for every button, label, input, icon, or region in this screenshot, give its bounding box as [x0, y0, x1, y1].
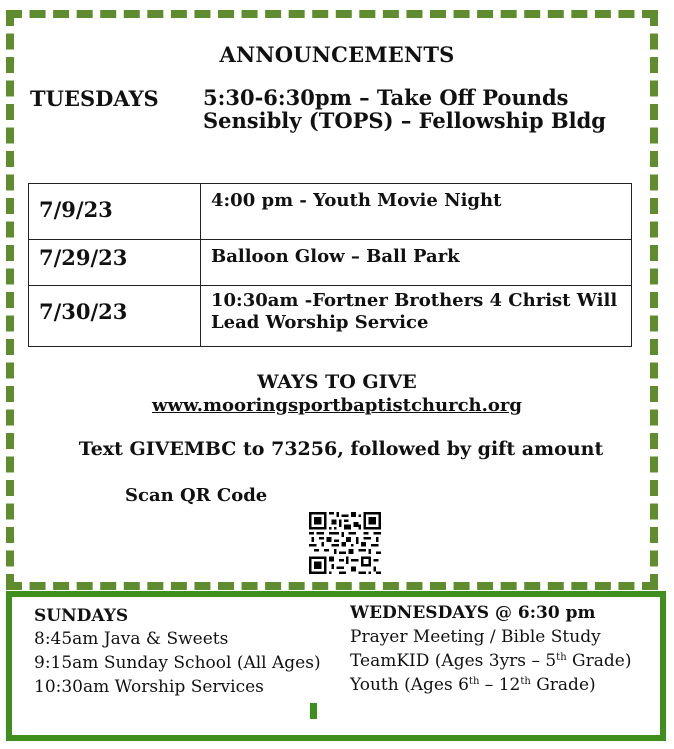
- table-row: [29, 184, 632, 240]
- ordinal-suffix: th: [556, 652, 567, 663]
- wednesdays-title: WEDNESDAYS @ 6:30 pm: [350, 603, 596, 623]
- tuesdays-event: [203, 86, 606, 132]
- sundays-line: 10:30am Worship Services: [34, 677, 264, 697]
- event-description: 4:00 pm - Youth Movie Night: [201, 184, 632, 240]
- text-to-give: Text GIVEMBC to 73256, followed by gift amount: [78, 438, 604, 460]
- wednesdays-line: Prayer Meeting / Bible Study: [350, 627, 601, 647]
- event-description-line-2: Lead Worship Service: [211, 312, 429, 333]
- table-row: [29, 286, 632, 347]
- event-date: 7/9/23: [29, 184, 201, 240]
- wednesdays-line-text: Youth (Ages 6: [350, 675, 469, 695]
- ordinal-suffix: th: [520, 676, 531, 687]
- announcements-title: ANNOUNCEMENTS: [219, 42, 455, 67]
- scan-qr-label: Scan QR Code: [125, 485, 268, 506]
- wednesdays-line-text: Grade): [530, 675, 596, 695]
- divider-mark: [310, 703, 317, 719]
- tuesdays-line-2: Sensibly (TOPS) – Fellowship Bldg: [203, 108, 606, 133]
- ways-to-give-title: WAYS TO GIVE: [257, 371, 417, 393]
- tuesdays-line-1: 5:30-6:30pm – Take Off Pounds: [203, 85, 569, 110]
- wednesdays-line: [350, 651, 631, 671]
- ordinal-suffix: th: [468, 676, 480, 687]
- event-description: [201, 286, 632, 347]
- tuesdays-label: TUESDAYS: [30, 86, 159, 111]
- table-row: [29, 240, 632, 286]
- wednesdays-line-text: Grade): [566, 651, 632, 671]
- qr-code-icon[interactable]: [309, 511, 381, 575]
- event-date: 7/30/23: [29, 286, 201, 347]
- sundays-line: 8:45am Java & Sweets: [34, 629, 229, 649]
- event-description-line-1: 10:30am -Fortner Brothers 4 Christ Will: [211, 290, 618, 311]
- event-date: 7/29/23: [29, 240, 201, 286]
- wednesdays-line-text: – 12: [479, 675, 521, 695]
- event-description: Balloon Glow – Ball Park: [201, 240, 632, 286]
- website-link[interactable]: www.mooringsportbaptistchurch.org: [152, 395, 522, 416]
- sundays-line: 9:15am Sunday School (All Ages): [34, 653, 321, 673]
- wednesdays-line-text: TeamKID (Ages 3yrs – 5: [350, 651, 557, 671]
- sundays-title: SUNDAYS: [34, 606, 129, 626]
- wednesdays-line: [350, 675, 596, 695]
- events-table: [28, 183, 632, 347]
